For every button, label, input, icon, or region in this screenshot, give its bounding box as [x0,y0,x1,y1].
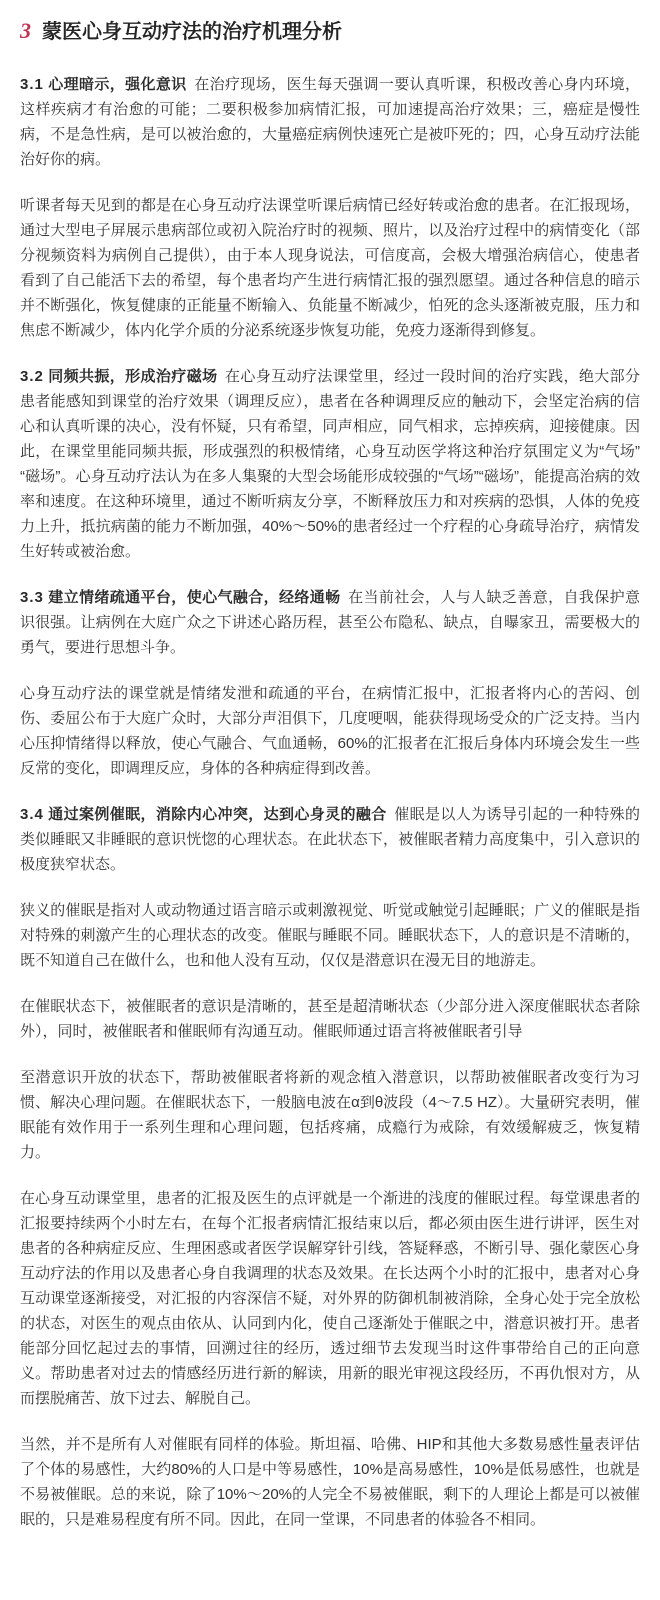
section-3-2-heading [20,368,217,385]
chapter-title: 蒙医心身互动疗法的治疗机理分析 [42,21,342,43]
paragraph-text: 至潜意识开放的状态下，帮助被催眠者将新的观念植入潜意识，以帮助被催眠者改变行为习惯、解决心理问题。在催眠状态下，一般脑电波在α到θ波段（4～7.5 HZ）。大量研究表明，催眠能有效作用于一系列生理和心理问题，包括疼痛，成瘾行为戒除，有效缓解疲乏，恢复精力。 [20,1069,640,1161]
section-3-2-number: 3.2 [20,368,44,385]
section-3-1-subtitle: 心理暗示，强化意识 [47,76,187,93]
section-3-4-number: 3.4 [20,806,44,823]
section-3-2-subtitle: 同频共振，形成治疗磁场 [47,368,218,385]
paragraph-text: 在心身互动课堂里，患者的汇报及医生的点评就是一个渐进的浅度的催眠过程。每堂课患者的汇报要持续两个小时左右，在每个汇报者病情汇报结束以后，都必须由医生进行讲评，医生对患者的各种病症反应、生理困惑或者医学误解穿针引线，答疑释惑，不断引导、强化蒙医心身互动疗法的作用以及患者心身自我调理的状态及效果。在长达两个小时的汇报中，患者对心身互动课堂逐渐接受，对汇报的内容深信不疑，对外界的防御机制被消除，全身心处于完全放松的状态，对医生的观点由依从、认同到内化，使自己逐渐处于催眠之中，潜意识被打开。患者能部分回忆起过去的事情，回溯过往的经历，透过细节去发现当时这件事带给自己的正向意义。帮助患者对过去的情感经历进行新的解读，用新的眼光审视这段经历，不再仇恨对方，从而摆脱痛苦、放下过去、解脱自己。 [20,1190,640,1407]
chapter-heading [20,18,640,45]
paragraph-text: 在心身互动疗法课堂里，经过一段时间的治疗实践，绝大部分患者能感知到课堂的治疗效果（调理反应），患者在各种调理反应的触动下，会坚定治病的信心和认真听课的决心，没有怀疑，只有希望，同声相应，同气相求，忘掉疾病，迎接健康。因此，在课堂里能同频共振，形成强烈的积极情绪，心身互动医学将这种治疗氛围定义为“气场”“磁场”。心身互动疗法认为在多人集聚的大型会场能形成较强的“气场”“磁场”，能提高治病的效率和速度。在这种环境里，通过不断听病友分享，不断释放压力和对疾病的恐惧，人体的免疫力上升，抵抗病菌的能力不断加强，40%～50%的患者经过一个疗程的心身疏导治疗，病情发生好转或被治愈。 [20,368,640,560]
section-3-2-lead-paragraph [20,364,640,564]
section-3-1-number: 3.1 [20,76,44,93]
section-3-4-paragraph-hypnosis-definition [20,898,640,973]
section-3-1-paragraph [20,193,640,343]
paragraph-text: 在当前社会，人与人缺乏善意，自我保护意识很强。让病例在大庭广众之下讲述心路历程，甚至公布隐私、缺点，自曝家丑，需要极大的勇气，要进行思想斗争。 [20,589,640,656]
chapter-number: 3 [20,18,31,43]
section-3-4-paragraph-subconscious [20,1065,640,1165]
paragraph-text: 在催眠状态下，被催眠者的意识是清晰的，甚至是超清晰状态（少部分进入深度催眠状态者除外），同时，被催眠者和催眠师有沟通互动。催眠师通过语言将被催眠者引导 [20,998,640,1040]
section-3-4-lead-paragraph [20,802,640,877]
section-3-1-lead-paragraph [20,72,640,172]
paragraph-text: 听课者每天见到的都是在心身互动疗法课堂听课后病情已经好转或治愈的患者。在汇报现场，通过大型电子屏展示患病部位或初入院治疗时的视频、照片，以及治疗过程中的病情变化（部分视频资料为病例自己提供），由于本人现身说法，可信度高，会极大增强治病信心，使患者看到了自己能活下去的希望，每个患者均产生进行病情汇报的强烈愿望。通过各种信息的暗示并不断强化，恢复健康的正能量不断输入、负能量不断减少，怕死的念头逐渐被克服，压力和焦虑不断减少，体内化学介质的分泌系统逐步恢复功能，免疫力逐渐得到修复。 [20,197,640,339]
section-3-1-heading [20,76,187,93]
paragraph-text: 在治疗现场，医生每天强调一要认真听课，积极改善心身内环境，这样疾病才有治愈的可能；二要积极参加病情汇报，可加速提高治疗效果；三，癌症是慢性病，不是急性病，是可以被治愈的，大量癌症病例快速死亡是被吓死的；四，心身互动疗法能治好你的病。 [20,76,640,168]
section-3-3-paragraph [20,681,640,781]
section-3-3-number: 3.3 [20,589,44,606]
section-3-4-subtitle: 通过案例催眠，消除内心冲突，达到心身灵的融合 [47,806,387,823]
section-3-4-paragraph-classroom-process [20,1186,640,1411]
section-3-3-heading [20,589,341,606]
paragraph-text: 催眠是以人为诱导引起的一种特殊的类似睡眠又非睡眠的意识恍惚的心理状态。在此状态下，被催眠者精力高度集中，引入意识的极度狭窄状态。 [20,806,640,873]
section-3-4-paragraph-susceptibility [20,1432,640,1532]
paragraph-text: 心身互动疗法的课堂就是情绪发泄和疏通的平台，在病情汇报中，汇报者将内心的苦闷、创伤、委屈公布于大庭广众时，大部分声泪俱下，几度哽咽，能获得现场受众的广泛支持。当内心压抑情绪得以释放，使心气融合、气血通畅，60%的汇报者在汇报后身体内环境会发生一些反常的变化，即调理反应，身体的各种病症得到改善。 [20,685,640,777]
section-3-4-heading [20,806,387,823]
section-3-4-paragraph-hypnotic-state [20,994,640,1044]
section-3-3-subtitle: 建立情绪疏通平台，使心气融合，经络通畅 [47,589,341,606]
section-3-3-lead-paragraph [20,585,640,660]
paragraph-text: 狭义的催眠是指对人或动物通过语言暗示或刺激视觉、听觉或触觉引起睡眠；广义的催眠是指对特殊的刺激产生的心理状态的改变。催眠与睡眠不同。睡眠状态下，人的意识是不清晰的，既不知道自己在做什么，也和他人没有互动，仅仅是潜意识在漫无目的地游走。 [20,902,640,969]
paragraph-text: 当然，并不是所有人对催眠有同样的体验。斯坦福、哈佛、HIP和其他大多数易感性量表评估了个体的易感性，大约80%的人口是中等易感性，10%是高易感性，10%是低易感性，也就是不易被催眠。总的来说，除了10%～20%的人完全不易被催眠，剩下的人理论上都是可以被催眠的，只是难易程度有所不同。因此，在同一堂课，不同患者的体验各不相同。 [20,1436,640,1528]
